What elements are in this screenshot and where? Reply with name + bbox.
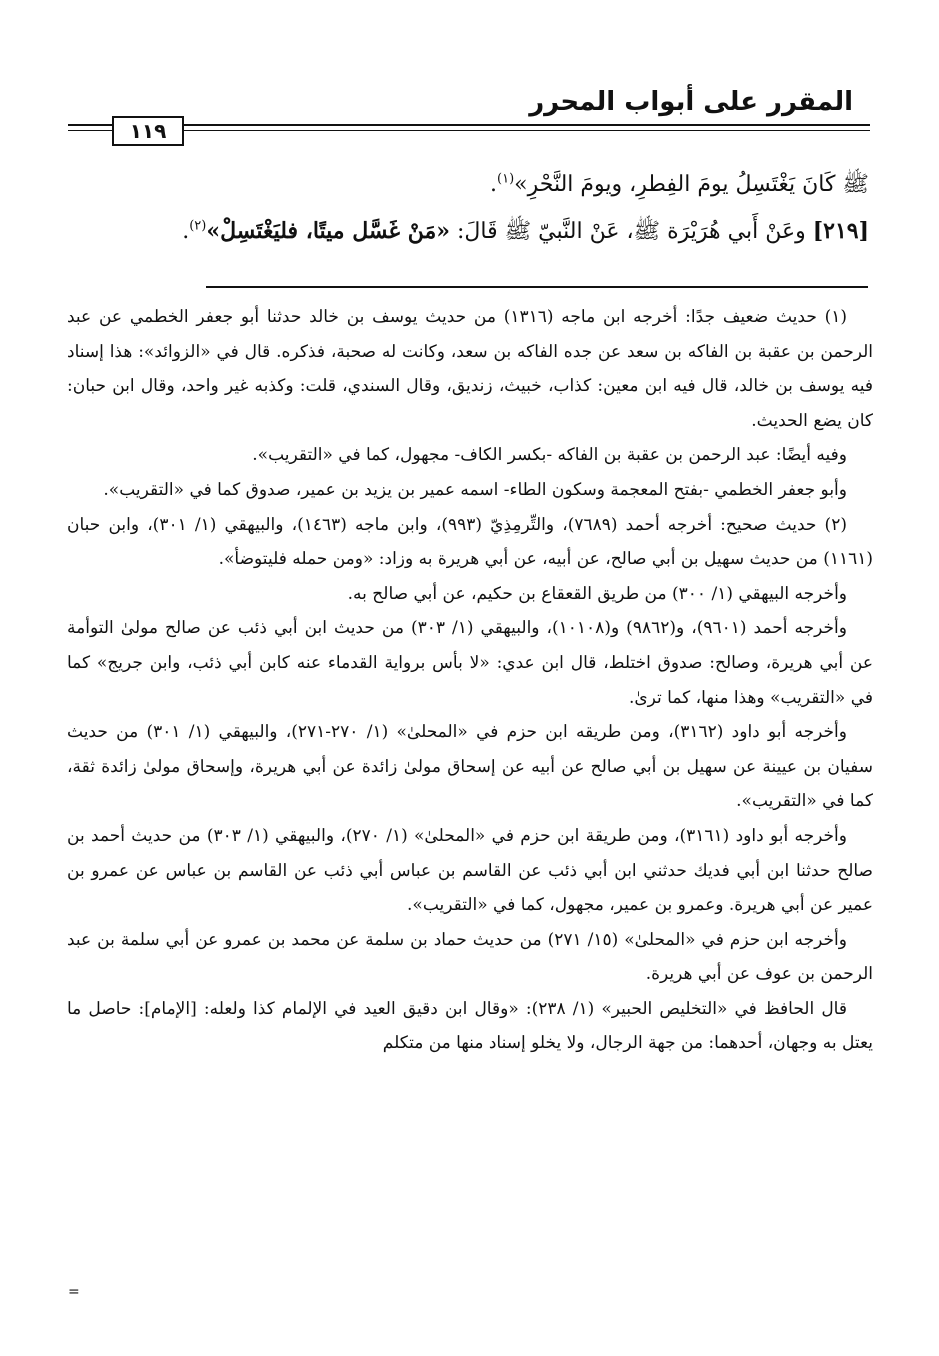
footnote-ref-1: (١) bbox=[497, 171, 515, 187]
main-line-1-end: . bbox=[490, 172, 497, 197]
header-rule-left bbox=[68, 124, 112, 126]
main-line-1-text: ﷺ كَانَ يَغْتَسِلُ يومَ الفِطرِ، ويومَ النَّحْرِ» bbox=[514, 172, 869, 197]
footnote-1-para-3: وأبو جعفر الخطمي -بفتح المعجمة وسكون الطاء- اسمه عمير بن يزيد بن عمير، صدوق كما في «التقريب». bbox=[103, 479, 847, 500]
footnote-2-para-3: وأخرجه أحمد (٩٦٠١)، و(٩٨٦٢) و(١٠١٠٨)، والبيهقي (١/ ٣٠٣) من حديث ابن أبي ذئب عن صالح مولىٰ التوأمة عن أبي هريرة، وصالح: صدوق اختلط، قال ابن عدي: «لا بأس برواية القدماء عنه كابن أبي ذئب، وابن جريج» كما في «التقريب» وهذا منها، كما ترىٰ. bbox=[67, 618, 873, 708]
footnote-ref-2: (٢) bbox=[189, 218, 207, 234]
page-number-box bbox=[112, 116, 184, 146]
main-line-2-end: . bbox=[182, 219, 190, 244]
continuation-mark: = bbox=[68, 1284, 80, 1300]
header-rule-left-2 bbox=[68, 130, 112, 131]
main-line-2 bbox=[69, 208, 869, 255]
footnote-2-para-7: قال الحافظ في «التخليص الحبير» (١/ ٢٣٨): «وقال ابن دقيق العيد في الإلمام كذا ولعله: [الإمام]: حاصل ما يعتل به وجهان، أحدهما: من جهة الرجال، ولا يخلو إسناد منها من متكلم bbox=[67, 998, 873, 1054]
page-number: ١١٩ bbox=[129, 119, 167, 143]
running-title: المقرر على أبواب المحرر bbox=[529, 87, 853, 117]
footnotes bbox=[67, 300, 873, 1061]
main-line-2-text: وعَنْ أَبي هُرَيْرَة ﷺ، عَنْ النَّبيّ ﷺ قَالَ: bbox=[449, 219, 813, 244]
header-rule-right bbox=[184, 124, 870, 126]
footnote-2-para-6: وأخرجه ابن حزم في «المحلىٰ» (١٥/ ٢٧١) من حديث حماد بن سلمة عن محمد بن عمرو عن أبي سلمة بن عبد الرحمن بن عوف عن أبي هريرة. bbox=[67, 929, 873, 985]
footnote-1-para-2: وفيه أيضًا: عبد الرحمن بن عقبة بن الفاكه -بكسر الكاف- مجهول، كما في «التقريب». bbox=[252, 445, 847, 466]
header-rule-right-2 bbox=[184, 130, 870, 131]
footnote-2: (٢) حديث صحيح: أخرجه أحمد (٧٦٨٩)، والتِّرمِذِيّ (٩٩٣)، وابن ماجه (١٤٦٣)، والبيهقي (١/ ٣٠١)، وابن حبان (١١٦١) من حديث سهيل بن أبي صالح، عن أبيه، عن أبي هريرة به وزاد: «ومن حمله فليتوضأ». bbox=[67, 514, 873, 570]
main-text bbox=[69, 162, 869, 255]
footnote-1: (١) حديث ضعيف جدًا: أخرجه ابن ماجه (١٣١٦) من حديث يوسف بن خالد حدثنا أبو جعفر الخطمي عن عبد الرحمن بن عقبة بن الفاكه بن سعد عن جده الفاكه بن سعد، وكانت له صحبة، فذكره. قال في «الزوائد»: هذا إسناد فيه يوسف بن خالد، قال فيه ابن معين: كذاب، خبيث، زنديق، وقال السندي، قلت: وكذبه غير واحد، وقال ابن حبان: كان يضع الحديث. bbox=[67, 307, 873, 431]
footnote-2-para-2: وأخرجه البيهقي (١/ ٣٠٠) من طريق القعقاع بن حكيم، عن أبي صالح به. bbox=[347, 583, 847, 604]
footnote-2-para-5: وأخرجه أبو داود (٣١٦١)، ومن طريقة ابن حزم في «المحلىٰ» (١/ ٢٧٠)، والبيهقي (١/ ٣٠٣) من حديث أحمد بن صالح حدثنا ابن أبي فديك حدثني ابن أبي ذئب عن القاسم بن عباس أبي ذئب عن القاسم بن عباس عن عمرو بن عمير عن أبي هريرة. وعمرو بن عمير، مجهول، كما في «التقريب». bbox=[67, 825, 873, 916]
footnote-2-para-4: وأخرجه أبو داود (٣١٦٢)، ومن طريقه ابن حزم في «المحلىٰ» (١/ ٢٧٠-٢٧١)، والبيهقي (١/ ٣٠١) من حديث سفيان بن عيينة عن سهيل بن أبي صالح عن أبيه عن إسحاق مولىٰ زائدة عن أبي هريرة، وإسحاق مولىٰ زائدة ثقة، كما في «التقريب». bbox=[67, 722, 873, 812]
hadith-number: [٢١٩] bbox=[812, 218, 869, 244]
hadith-quote: «مَنْ غَسَّل ميتًا، فليَغْتَسِلْ» bbox=[206, 218, 450, 244]
main-line-1 bbox=[69, 162, 869, 208]
footnote-separator bbox=[206, 286, 868, 288]
